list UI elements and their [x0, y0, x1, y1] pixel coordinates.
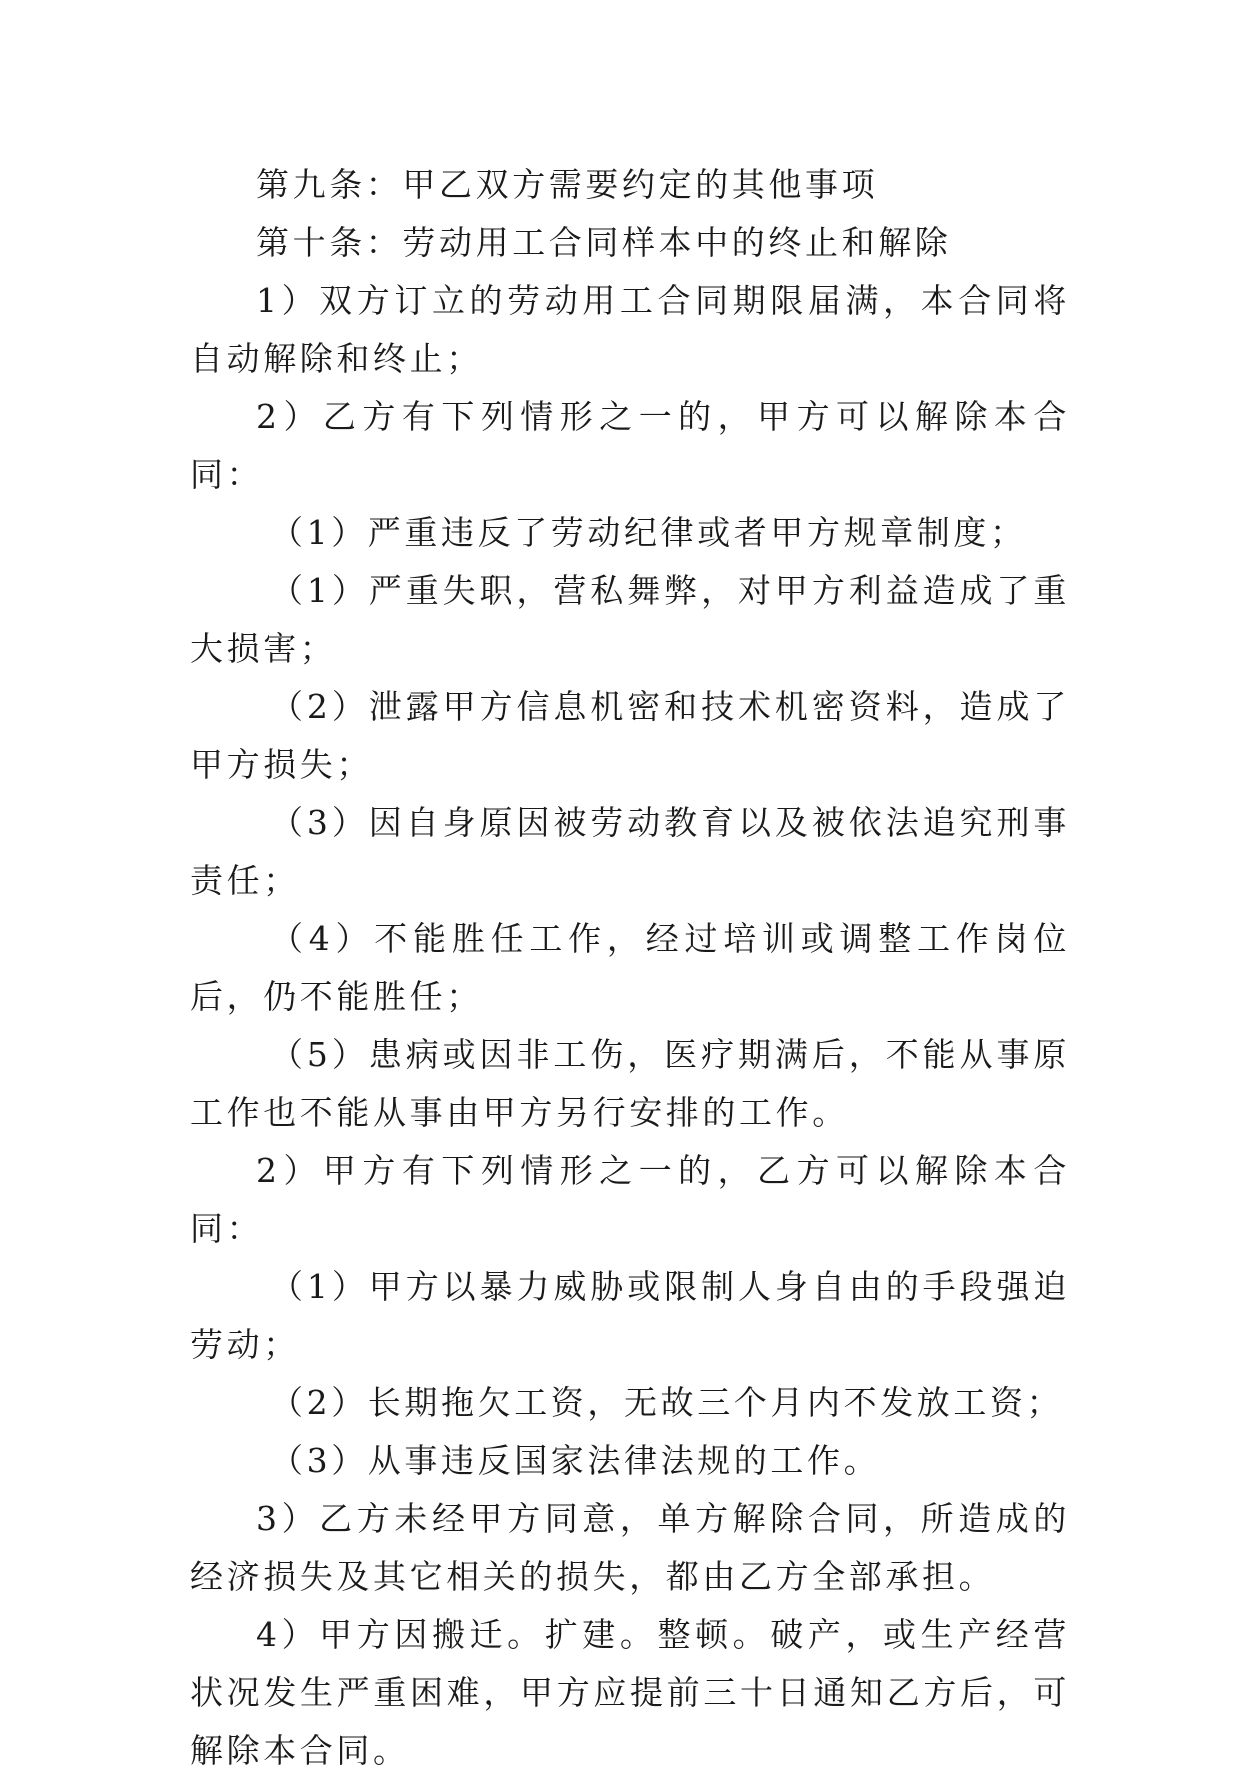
clause-4: 4）甲方因搬迁。扩建。整顿。破产，或生产经营状况发生严重困难，甲方应提前三十日通知乙方后，可解除本合同。: [190, 1615, 1070, 1770]
clause-2b-intro: 2）甲方有下列情形之一的，乙方可以解除本合同：: [190, 1151, 1070, 1248]
contract-body: [190, 156, 1070, 1780]
clause-3: 3）乙方未经甲方同意，单方解除合同，所造成的经济损失及其它相关的损失，都由乙方全部承担。: [190, 1499, 1070, 1596]
article-9-heading: 第九条：甲乙双方需要约定的其他事项: [256, 165, 879, 204]
clause-2-item-2: （2）泄露甲方信息机密和技术机密资料，造成了甲方损失；: [190, 687, 1070, 784]
clause-2-item-1b: （1）严重失职，营私舞弊，对甲方利益造成了重大损害；: [190, 571, 1070, 668]
clause-2-intro: 2）乙方有下列情形之一的，甲方可以解除本合同：: [190, 397, 1070, 494]
clause-2-item-3: （3）因自身原因被劳动教育以及被依法追究刑事责任；: [190, 803, 1070, 900]
clause-2-item-4: （4）不能胜任工作，经过培训或调整工作岗位后，仍不能胜任；: [190, 919, 1070, 1016]
clause-1: 1）双方订立的劳动用工合同期限届满，本合同将自动解除和终止；: [190, 281, 1070, 378]
clause-2-item-5: （5）患病或因非工伤，医疗期满后，不能从事原工作也不能从事由甲方另行安排的工作。: [190, 1035, 1070, 1132]
article-10-heading: 第十条：劳动用工合同样本中的终止和解除: [256, 223, 952, 262]
clause-2-item-1: （1）严重违反了劳动纪律或者甲方规章制度；: [270, 513, 1027, 552]
clause-2b-item-2: （2）长期拖欠工资，无故三个月内不发放工资；: [270, 1383, 1064, 1422]
clause-2b-item-3: （3）从事违反国家法律法规的工作。: [270, 1441, 881, 1480]
clause-2b-item-1: （1）甲方以暴力威胁或限制人身自由的手段强迫劳动；: [190, 1267, 1070, 1364]
